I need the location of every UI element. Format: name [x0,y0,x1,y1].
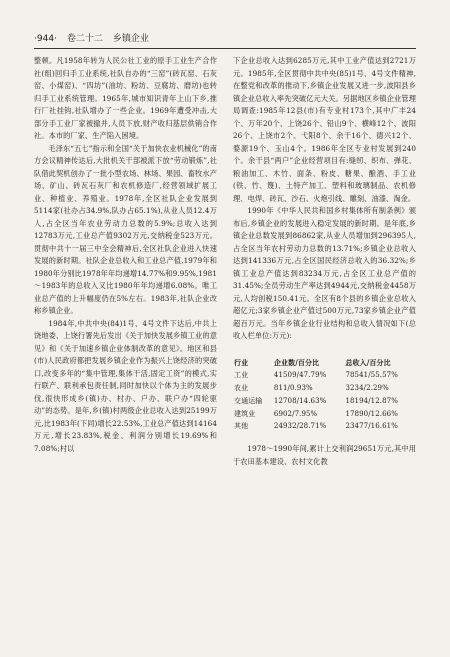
table-cell: 工业 [234,371,249,380]
table-cell: 24932/28.71% [273,422,327,431]
table-row [233,395,416,408]
table-row [233,369,416,382]
paragraph: 整顿。凡1958年转为人民公社工业的原手工业生产合作社(组)回归手工业系统,社队自办的“三窑”(砖瓦窑、石灰窑、小煤窑)、“四坊”(油坊、粉坊、豆腐坊、磨坊)也转归手工业系统管理。1965年,城市知识青年上山下乡,推行厂社挂钩,社队增办了一些企业。1969年遭受冲击,大部分手工业厂家被撤并,人员下放,财产收归基层供销合作社。本市的厂家、生产陷入困境。 [34,56,217,140]
table-cell: 交通运输 [234,396,263,405]
column-header-industry: 行业 [234,357,249,367]
table-cell: 811/0.93% [273,384,313,393]
table-cell: 18194/12.87% [345,396,398,405]
table-cell: 其他 [234,422,249,431]
table-cell: 农业 [234,384,249,393]
right-column [233,55,416,630]
industry-stats-table [233,357,416,434]
table-cell: 23477/16.61% [345,422,398,431]
table-cell: 41509/47.79% [273,371,327,380]
table-cell: 17890/12.66% [345,409,398,418]
table-row [233,382,416,395]
paragraph: 1978～1990年间,累计上交利润29651万元,其中用于农田基本建设、农村文化教 [233,444,416,466]
column-header-enterprises: 企业数/百分比 [273,357,320,367]
table-row [233,408,416,421]
volume-label: 卷二十二 [66,34,103,44]
paragraph: 下企业总收入达到6285万元,其中工业产值达到2721万元。1985年,全区贯彻中共中央(85)1号、4号文件精神,在整党和改革的推动下,乡镇企业发展又进一步,波阳县乡镇企业总收入率先突破亿元大关。另据地区乡镇企业管理局调查:1985年12县(市)有专业村173个,其中广丰24个、万年20个、上饶26个、铅山9个、横峰12个、波阳26个、上饶市2个、弋阳8个、余干16个、德兴12个、婺源19个、玉山4个。1986年全区专业村发展到240个。余干县“两户”企业经营项目有:缝纫、织布、弹花、粮油加工、木竹、面条、粉皮、糖果、酿酒、手工业(铁、竹、篾)、土特产加工、塑料和玻璃制品、农机修理、电焊、砖瓦、沙石、火炮引线、雕刻、油漆、淘金。 [233,56,416,203]
section-label: 乡镇企业 [112,34,149,44]
table-cell: 3234/2.29% [345,384,389,393]
column-header-income: 总收入/百分比 [345,357,391,367]
table-cell: 78541/55.57% [345,371,398,380]
table-cell: 6902/7.95% [273,409,318,418]
paragraph: 1984年,中共中央(84)1号、4号文件下达后,中共上饶地委、上饶行署先后发出《关于加快发展乡镇工业的意见》和《关于加速乡镇企业体制改革的意见》。地区和县(市)人民政府都把发展乡镇企业作为振兴上饶经济的突破口,改变多年的“集中管理,集体干活,固定工资”的模式,实行联产、联利承包责任制,同时加快以个体为主的发展步伐,很快形成乡(镇)办、村办、户办、联户办“四轮驱动”的态势。是年,乡(镇)村两级企业总收入达到25199万元,比1983年(下同)增长22.53%,工业总产值达到14164万元,增长23.83%,税金、利润分别增长19.69%和7.08%;村以 [34,318,217,453]
table-cell: 12708/14.63% [273,396,327,405]
page-header [34,32,416,46]
header-rule [34,48,416,49]
table-cell: 建筑业 [234,409,256,418]
left-column [34,55,217,615]
paragraph: 毛泽东“五七”指示和全国“关于加快农业机械化”的南方会议精神传达后,大批机关干部被派下放“劳动锻炼”,社队借此契机创办了一批小型农场、林场、果园、畜牧水产场、矿山、砖瓦石灰厂和农机修造厂,经营领域扩展工业、种植业、养殖业。1978年,全区社队企业发展到5114家(社办占34.9%,队办占65.1%),从业人员12.4万人,占全区当年农业劳动力总数的5.9%;总收入达到12783万元,工业总产值9302万元,交纳税金523万元。贯彻中共十一届三中全会精神后,全区社队企业进入快速发展的新时期。社队企业总收入和工业总产值,1979年和1980年分别比1978年年均递增14.77%和9.95%,1981～1983年的总收入又比1980年年均递增6.08%。唯工业总产值的上升幅度仍在5%左右。1983年,社队企业改称乡镇企业。 [34,143,217,315]
table-row [233,420,416,433]
table-header-row [233,357,416,370]
page-number: ·944· [34,34,57,44]
paragraph: 1990年《中华人民共和国乡村集体所有制条例》颁布后,乡镇企业的发展进入稳定发展的新时期。是年底,乡镇企业总数发展到86862家,从业人员增加到296395人,占全区当年农村劳动力总数的13.71%;乡镇企业总收入达到141336万元,占全区国民经济总收入的36.32%;乡镇工业总产值达到83234万元,占全区工业总产值的31.45%;全员劳动生产率达到4944元,交纳税金4458万元,人均创税150.41元。全区有8个县的乡镇企业总收入超亿元;3家乡镇企业产值过500万元,73家乡镇企业产值超百万元。当年乡镇企业行业结构和总收入情况如下(总收入栏单位:万元): [233,206,416,340]
